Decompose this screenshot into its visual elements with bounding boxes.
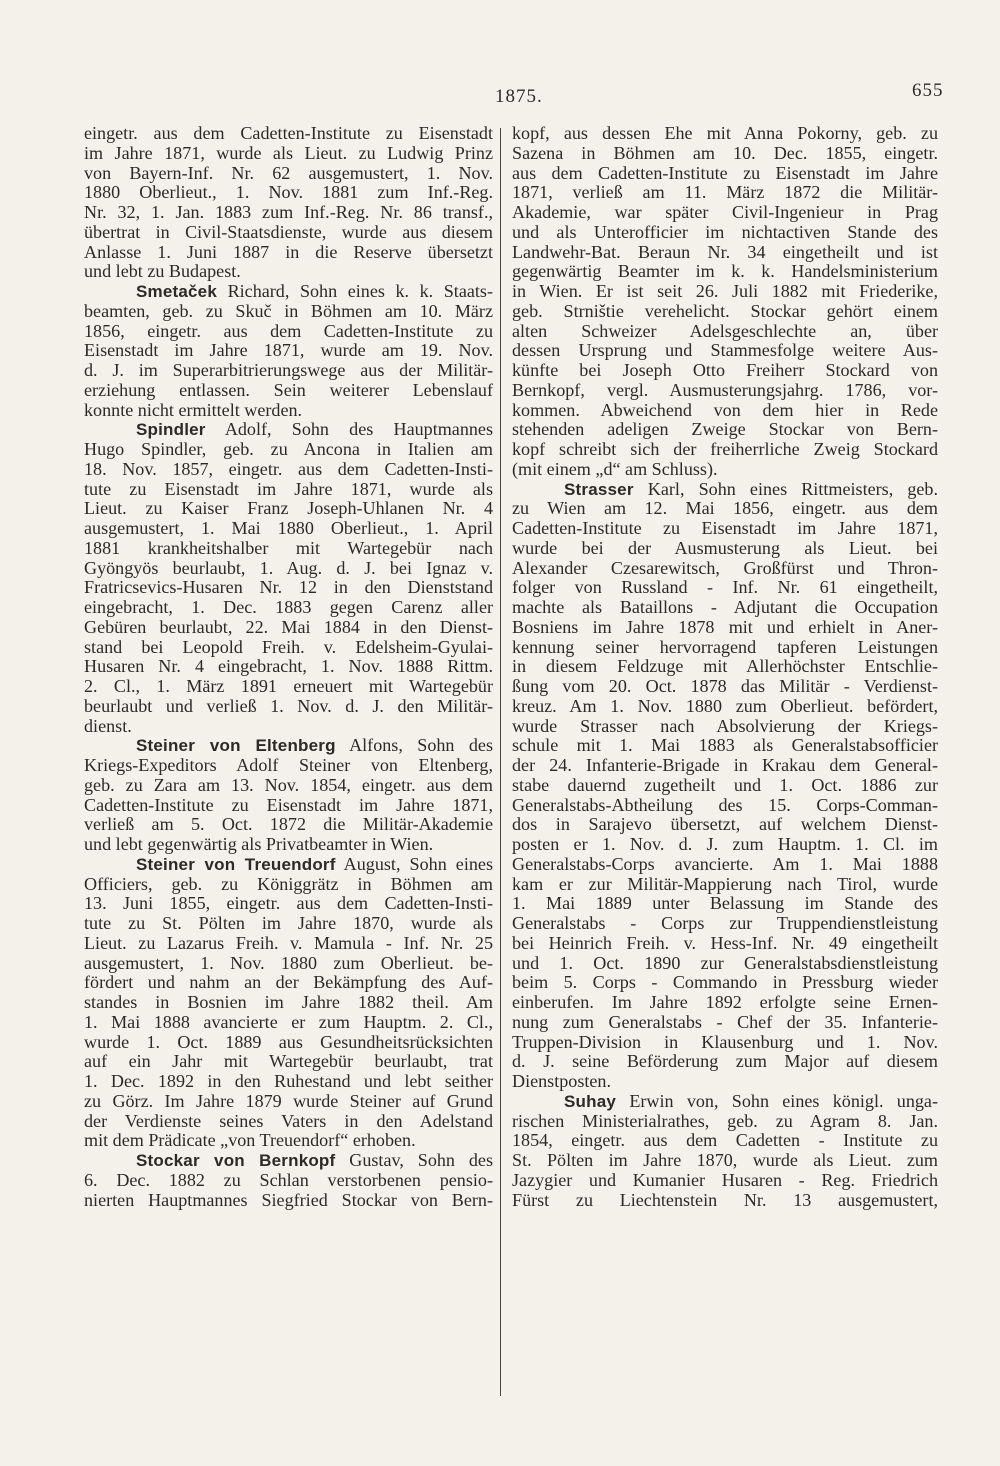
line-text: tute zu St. Pölten im Jahre 1870, wurde als xyxy=(84,914,493,933)
line-text: dos in Sarajevo übersetzt, auf welchem Dienst- xyxy=(512,815,938,835)
line-text: beamten, geb. zu Skuč in Böhmen am 10. März xyxy=(84,301,493,321)
text-line xyxy=(84,677,493,697)
line-text: wurde Strasser nach Absolvierung der Kriegs- xyxy=(512,716,938,736)
text-line xyxy=(512,539,938,559)
line-text: und lebt zu Budapest. xyxy=(84,262,241,282)
line-text: in diesem Feldzuge mit Allerhöchster Entschlie- xyxy=(512,657,938,677)
text-line xyxy=(84,499,493,519)
line-text: stand bei Leopold Freih. v. Edelsheim-Gyulai- xyxy=(84,637,493,657)
line-text: kam er zur Militär-Mappierung nach Tirol, wurde xyxy=(512,874,938,894)
text-line xyxy=(512,835,938,855)
line-text: im Jahre 1871, wurde als Lieut. zu Ludwig Prinz xyxy=(84,143,493,163)
line-text: d. J. seine Beförderung zum Major auf diesem xyxy=(512,1052,938,1072)
line-text: stehenden adeligen Zweige Stockar von Bern- xyxy=(512,420,938,440)
line-text: zu Görz. Im Jahre 1879 wurde Steiner auf Grund xyxy=(84,1091,493,1111)
line-text: übertrat in Civil-Staatsdienste, wurde aus diesem xyxy=(84,222,493,242)
text-line xyxy=(512,934,938,954)
line-text: stabe dauernd zugetheilt und 1. Oct. 1886 zur xyxy=(512,775,938,795)
text-line xyxy=(84,480,493,500)
text-line xyxy=(84,815,493,835)
text-line xyxy=(84,598,493,618)
line-text: Karl, Sohn eines Rittmeisters, geb. xyxy=(633,479,938,499)
text-line xyxy=(84,262,493,282)
line-text: Lieut. zu Kaiser Franz Joseph-Uhlanen Nr. 4 xyxy=(84,499,493,519)
text-line xyxy=(512,736,938,756)
entry-name: Suhay xyxy=(564,1091,617,1111)
text-line xyxy=(84,697,493,717)
text-line xyxy=(84,183,493,203)
text-line xyxy=(512,717,938,737)
text-line xyxy=(84,223,493,243)
line-text: Kriegs-Expeditors Adolf Steiner von Eltenberg, xyxy=(84,756,493,775)
text-line xyxy=(512,282,938,302)
line-text: Anlasse 1. Juni 1887 in die Reserve übersetzt xyxy=(84,242,493,262)
line-text: Eisenstadt im Jahre 1871, wurde am 19. Nov. xyxy=(84,341,493,361)
line-text: Sazena in Böhmen am 10. Dec. 1855, eingetr. xyxy=(512,143,938,163)
line-text: rischen Ministerialrathes, geb. zu Agram 8. Jan. xyxy=(512,1111,938,1131)
text-line xyxy=(84,618,493,638)
text-line xyxy=(84,302,493,322)
line-text: Truppen-Division in Klausenburg und 1. Nov. xyxy=(512,1032,938,1052)
line-text: Fürst zu Liechtenstein Nr. 13 ausgemustert, xyxy=(512,1190,938,1210)
text-line xyxy=(512,973,938,993)
line-text: standes in Bosnien im Jahre 1882 theil. Am xyxy=(84,993,493,1012)
text-line xyxy=(84,519,493,539)
text-line xyxy=(84,460,493,480)
text-line xyxy=(84,1151,493,1171)
entry-name: Smetaček xyxy=(136,282,217,301)
line-text: Generalstabs-Abtheilung des 15. Corps-Comman- xyxy=(512,795,938,815)
line-text: wurde bei der Ausmusterung als Lieut. bei xyxy=(512,538,938,558)
line-text: ausgemustert, 1. Mai 1880 Oberlieut., 1. April xyxy=(84,519,493,538)
line-text: Generalstabs-Corps avancierte. Am 1. Mai 1888 xyxy=(512,854,938,874)
line-text: von Bayern-Inf. Nr. 62 ausgemustert, 1. Nov. xyxy=(84,163,493,183)
text-line xyxy=(512,578,938,598)
text-line xyxy=(512,164,938,184)
line-text: beurlaubt und verließ 1. Nov. d. J. den Militär- xyxy=(84,696,493,716)
line-text: Landwehr-Bat. Beraun Nr. 34 eingetheilt und ist xyxy=(512,242,938,262)
line-text: einberufen. Im Jahre 1892 erfolgte seine Ernen- xyxy=(512,993,938,1012)
text-line xyxy=(84,1072,493,1092)
line-text: kommen. Abweichend von dem hier in Rede xyxy=(512,400,938,420)
text-line xyxy=(512,1092,938,1112)
line-text: gegenwärtig Beamter im k. k. Handelsministerium xyxy=(512,262,938,282)
text-line xyxy=(512,677,938,697)
line-text: Lieut. zu Lazarus Freih. v. Mamula - Inf. Nr. 25 xyxy=(84,933,493,953)
text-line xyxy=(84,578,493,598)
line-text: künfte bei Joseph Otto Freiherr Stockard von xyxy=(512,361,938,380)
line-text: ßung vom 20. Oct. 1878 das Militär - Verdienst- xyxy=(512,677,938,696)
right-column xyxy=(512,124,938,1210)
left-column xyxy=(84,124,493,1210)
line-text: August, Sohn eines xyxy=(335,854,493,874)
line-text: 6. Dec. 1882 zu Schlan verstorbenen pensio- xyxy=(84,1170,493,1190)
line-text: 2. Cl., 1. März 1891 erneuert mit Wartegebür xyxy=(84,677,493,696)
line-text: Richard, Sohn eines k. k. Staats- xyxy=(217,282,493,301)
entry-name: Steiner von Eltenberg xyxy=(136,736,336,756)
text-line xyxy=(512,460,938,480)
text-line xyxy=(512,499,938,519)
text-line xyxy=(512,1072,938,1092)
line-text: 1880 Oberlieut., 1. Nov. 1881 zum Inf.-Reg. xyxy=(84,183,493,203)
text-line xyxy=(84,539,493,559)
line-text: Officiers, geb. zu Königgrätz in Böhmen am xyxy=(84,874,493,894)
entry-name: Stockar von Bernkopf xyxy=(136,1151,336,1170)
line-text: 1. Dec. 1892 in den Ruhestand und lebt seither xyxy=(84,1072,493,1091)
text-line xyxy=(84,736,493,756)
text-line xyxy=(512,183,938,203)
text-line xyxy=(512,519,938,539)
text-line xyxy=(84,1131,493,1151)
text-line xyxy=(512,598,938,618)
text-line xyxy=(84,203,493,223)
text-line xyxy=(512,440,938,460)
line-text: Bernkopf, vergl. Ausmusterungsjahrg. 1786, vor- xyxy=(512,380,938,400)
text-line xyxy=(512,1013,938,1033)
text-line xyxy=(512,1112,938,1132)
line-text: alten Schweizer Adelsgeschlechte an, über xyxy=(512,321,938,341)
line-text: kopf, aus dessen Ehe mit Anna Pokorny, geb. zu xyxy=(512,124,938,143)
text-line xyxy=(84,124,493,144)
line-text: Cadetten-Institute zu Eisenstadt im Jahre 1871, xyxy=(84,795,493,815)
text-line xyxy=(84,796,493,816)
text-line xyxy=(84,1112,493,1132)
text-line xyxy=(512,815,938,835)
text-line xyxy=(512,697,938,717)
line-text: 18. Nov. 1857, eingetr. aus dem Cadetten-Insti- xyxy=(84,459,493,479)
text-line xyxy=(84,381,493,401)
text-line xyxy=(512,1171,938,1191)
line-text: erziehung entlassen. Sein weiterer Lebenslauf xyxy=(84,380,493,400)
entry-name: Spindler xyxy=(136,420,206,440)
line-text: dessen Ursprung und Stammesfolge weitere Aus- xyxy=(512,341,938,361)
text-line xyxy=(512,776,938,796)
text-line xyxy=(84,341,493,361)
line-text: posten er 1. Nov. d. J. zum Hauptm. 1. Cl. im xyxy=(512,835,938,854)
text-line xyxy=(84,973,493,993)
text-line xyxy=(512,302,938,322)
text-line xyxy=(512,262,938,282)
text-line xyxy=(84,322,493,342)
line-text: 1856, eingetr. aus dem Cadetten-Institute zu xyxy=(84,321,493,341)
line-text: Fratricsevics-Husaren Nr. 12 in den Dienststand xyxy=(84,578,493,598)
text-line xyxy=(84,914,493,934)
line-text: kreuz. Am 1. Nov. 1880 zum Oberlieut. befördert, xyxy=(512,696,938,716)
text-line xyxy=(84,835,493,855)
line-text: Dienstposten. xyxy=(512,1072,612,1091)
text-line xyxy=(512,618,938,638)
text-line xyxy=(512,657,938,677)
text-line xyxy=(84,1033,493,1053)
line-text: fördert und nahm an der Bekämpfung des Auf- xyxy=(84,973,493,993)
text-line xyxy=(84,1013,493,1033)
text-line xyxy=(84,894,493,914)
text-line xyxy=(512,420,938,440)
line-text: Gyöngyös beurlaubt, 1. Aug. d. J. bei Ignaz v. xyxy=(84,558,493,578)
line-text: folger von Russland - Inf. Nr. 61 eingetheilt, xyxy=(512,578,938,598)
line-text: nierten Hauptmannes Siegfried Stockar von Bern- xyxy=(84,1190,493,1210)
text-line xyxy=(512,381,938,401)
line-text: Nr. 32, 1. Jan. 1883 zum Inf.-Reg. Nr. 86 transf., xyxy=(84,203,493,222)
line-text: 1881 krankheitshalber mit Wartegebür nach xyxy=(84,538,493,558)
line-text: Hugo Spindler, geb. zu Ancona in Italien am xyxy=(84,440,493,459)
text-line xyxy=(84,756,493,776)
line-text: d. J. im Superarbitrierungswege aus der Militär- xyxy=(84,361,493,380)
text-line xyxy=(512,223,938,243)
line-text: zu Wien am 12. Mai 1856, eingetr. aus dem xyxy=(512,499,938,519)
text-line xyxy=(84,1191,493,1211)
text-line xyxy=(84,401,493,421)
line-text: Alexander Czesarewitsch, Großfürst und Thron- xyxy=(512,558,938,578)
line-text: verließ am 5. Oct. 1872 die Militär-Akademie xyxy=(84,815,493,835)
line-text: aus dem Cadetten-Institute zu Eisenstadt im Jahre xyxy=(512,163,938,183)
line-text: auf ein Jahr mit Wartegebür beurlaubt, trat xyxy=(84,1052,493,1072)
text-line xyxy=(512,756,938,776)
text-line xyxy=(512,341,938,361)
line-text: ausgemustert, 1. Nov. 1880 zum Oberlieut. be- xyxy=(84,953,493,973)
line-text: Gebüren beurlaubt, 22. Mai 1884 in den Dienst- xyxy=(84,617,493,637)
text-line xyxy=(512,1151,938,1171)
line-text: in Wien. Er ist seit 26. Juli 1882 mit Friederike, xyxy=(512,282,938,301)
line-text: 13. Juni 1855, eingetr. aus dem Cadetten-Insti- xyxy=(84,894,493,914)
line-text: 1854, eingetr. aus dem Cadetten - Institute zu xyxy=(512,1131,938,1151)
text-line xyxy=(512,401,938,421)
line-text: wurde 1. Oct. 1889 aus Gesundheitsrücksichten xyxy=(84,1032,493,1052)
text-line xyxy=(512,875,938,895)
text-line xyxy=(512,855,938,875)
text-line xyxy=(512,1052,938,1072)
line-text: Husaren Nr. 4 eingebracht, 1. Nov. 1888 Rittm. xyxy=(84,657,493,677)
line-text: Jazygier und Kumanier Husaren - Reg. Friedrich xyxy=(512,1170,938,1190)
text-line xyxy=(84,1092,493,1112)
text-line xyxy=(84,559,493,579)
text-line xyxy=(84,875,493,895)
text-line xyxy=(512,993,938,1013)
text-line xyxy=(512,203,938,223)
line-text: beim 5. Corps - Commando in Pressburg wieder xyxy=(512,973,938,993)
text-line xyxy=(512,1033,938,1053)
line-text: bei Heinrich Freih. v. Hess-Inf. Nr. 49 eingetheilt xyxy=(512,933,938,953)
line-text: 1. Mai 1889 unter Belassung im Stande des xyxy=(512,894,938,914)
column-divider xyxy=(500,128,501,1396)
text-line xyxy=(84,243,493,263)
text-line xyxy=(512,243,938,263)
text-line xyxy=(512,954,938,974)
line-text: eingebracht, 1. Dec. 1883 gegen Carenz aller xyxy=(84,598,493,617)
text-line xyxy=(512,1131,938,1151)
line-text: dienst. xyxy=(84,716,132,736)
page-header xyxy=(0,80,1000,116)
text-line xyxy=(84,717,493,737)
line-text: Akademie, war später Civil-Ingenieur in Prag xyxy=(512,203,938,222)
text-line xyxy=(512,894,938,914)
line-text: der Verdienste seines Vaters in den Adelstand xyxy=(84,1111,493,1131)
text-line xyxy=(84,855,493,875)
line-text: geb. Strništie verehelicht. Stockar gehört einem xyxy=(512,301,938,321)
text-line xyxy=(84,993,493,1013)
text-line xyxy=(512,1191,938,1211)
text-line xyxy=(84,776,493,796)
text-line xyxy=(512,796,938,816)
line-text: 1871, verließ am 11. März 1872 die Militär- xyxy=(512,183,938,203)
line-text: und lebt gegenwärtig als Privatbeamter in Wien. xyxy=(84,835,434,854)
line-text: 1. Mai 1888 avancierte er zum Hauptm. 2. Cl., xyxy=(84,1012,493,1032)
line-text: Alfons, Sohn des xyxy=(335,736,493,756)
line-text: tute zu Eisenstadt im Jahre 1871, wurde als xyxy=(84,479,493,499)
text-line xyxy=(512,124,938,144)
line-text: St. Pölten im Jahre 1870, wurde als Lieut. zum xyxy=(512,1151,938,1170)
text-line xyxy=(84,282,493,302)
line-text: Bosniens im Jahre 1878 mit und erhielt in Aner- xyxy=(512,617,938,637)
line-text: Adolf, Sohn des Hauptmannes xyxy=(205,420,493,440)
text-line xyxy=(84,420,493,440)
line-text: (mit einem „d“ am Schluss). xyxy=(512,459,718,479)
line-text: nung zum Generalstabs - Chef der 35. Infanterie- xyxy=(512,1012,938,1032)
line-text: und 1. Oct. 1890 zur Generalstabsdienstleistung xyxy=(512,953,938,973)
line-text: Gustav, Sohn des xyxy=(335,1151,493,1170)
text-line xyxy=(84,954,493,974)
line-text: konnte nicht ermittelt werden. xyxy=(84,400,303,420)
entry-name: Steiner von Treuendorf xyxy=(136,854,336,874)
line-text: schule mit 1. Mai 1883 als Generalstabsofficier xyxy=(512,736,938,756)
text-line xyxy=(512,914,938,934)
text-line xyxy=(84,934,493,954)
text-line xyxy=(512,638,938,658)
text-line xyxy=(84,1171,493,1191)
line-text: mit dem Prädicate „von Treuendorf“ erhoben. xyxy=(84,1131,416,1151)
line-text: und als Unterofficier im nichtactiven Stande des xyxy=(512,222,938,242)
text-line xyxy=(512,322,938,342)
line-text: Erwin von, Sohn eines königl. unga- xyxy=(616,1091,938,1111)
text-line xyxy=(512,559,938,579)
text-line xyxy=(84,657,493,677)
line-text: Cadetten-Institute zu Eisenstadt im Jahre 1871, xyxy=(512,519,938,538)
line-text: kopf schreibt sich der freiherrliche Zweig Stockard xyxy=(512,440,938,459)
text-line xyxy=(84,144,493,164)
line-text: geb. zu Zara am 13. Nov. 1854, eingetr. aus dem xyxy=(84,775,493,795)
line-text: eingetr. aus dem Cadetten-Institute zu Eisenstadt xyxy=(84,124,493,143)
text-line xyxy=(512,144,938,164)
text-line xyxy=(84,361,493,381)
text-line xyxy=(84,638,493,658)
running-head-year: 1875. xyxy=(495,86,543,107)
page-number: 655 xyxy=(912,80,944,101)
text-line xyxy=(84,1052,493,1072)
text-line xyxy=(84,440,493,460)
text-line xyxy=(512,480,938,500)
line-text: Generalstabs - Corps zur Truppendienstleistung xyxy=(512,914,938,933)
entry-name: Strasser xyxy=(564,479,634,499)
line-text: machte als Bataillons - Adjutant die Occupation xyxy=(512,598,938,617)
line-text: der 24. Infanterie-Brigade in Krakau dem General- xyxy=(512,756,938,775)
text-line xyxy=(84,164,493,184)
line-text: kennung seiner hervorragend tapferen Leistungen xyxy=(512,637,938,657)
text-line xyxy=(512,361,938,381)
